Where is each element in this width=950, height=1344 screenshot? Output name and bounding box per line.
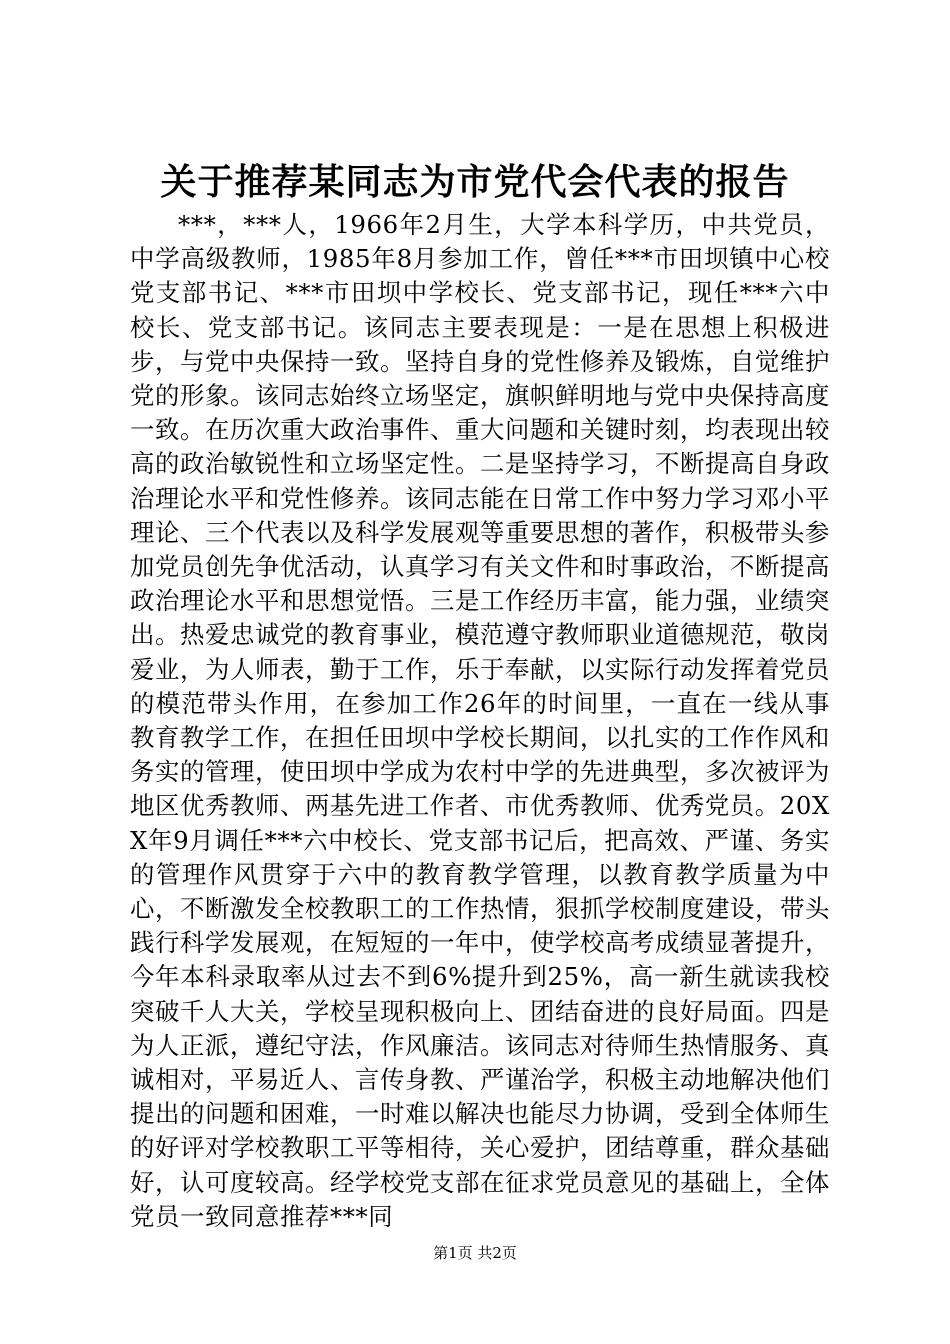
page-number-footer: 第1页 共2页 (433, 1244, 517, 1262)
document-title: 关于推荐某同志为市党代会代表的报告 (160, 162, 790, 203)
body-paragraph: ***，***人，1966年2月生，大学本科学历，中共党员，中学高级教师，1985年8月参加工作，曾任***市田坝镇中心校党支部书记、***市田坝中学校长、党支部书记，现任***六中校长、党支部书记。该同志主要表现是：一是在思想上积极进步，与党中央保持一致。坚持自身的党性修养及锻炼，自觉维护党的形象。该同志始终立场坚定，旗帜鲜明地与党中央保持高度一致。在历次重大政治事件、重大问题和关键时刻，均表现出较高的政治敏锐性和立场坚定性。二是坚持学习，不断提高自身政治理论水平和党性修养。该同志能在日常工作中努力学习邓小平理论、三个代表以及科学发展观等重要思想的著作，积极带头参加党员创先争优活动，认真学习有关文件和时事政治，不断提高政治理论水平和思想觉悟。三是工作经历丰富，能力强，业绩突出。热爱忠诚党的教育事业，模范遵守教师职业道德规范，敬岗爱业，为人师表，勤于工作，乐于奉献，以实际行动发挥着党员的模范带头作用，在参加工作26年的时间里，一直在一线从事教育教学工作，在担任田坝中学校长期间，以扎实的工作作风和务实的管理，使田坝中学成为农村中学的先进典型，多次被评为地区优秀教师、两基先进工作者、市优秀教师、优秀党员。20XX年9月调任***六中校长、党支部书记后，把高效、严谨、务实的管理作风贯穿于六中的教育教学管理，以教育教学质量为中心，不断激发全校教职工的工作热情，狠抓学校制度建设，带头践行科学发展观，在短短的一年中，使学校高考成绩显著提升，今年本科录取率从过去不到6%提升到25%，高一新生就读我校突破千人大关，学校呈现积极向上、团结奋进的良好局面。四是为人正派，遵纪守法，作风廉洁。该同志对待师生热情服务、真诚相对，平易近人、言传身教、严谨治学，积极主动地解决他们提出的问题和困难，一时难以解决也能尽力协调，受到全体师生的好评对学校教职工平等相待，关心爱护，团结尊重，群众基础好，认可度较高。经学校党支部在征求党员意见的基础上，全体党员一致同意推荐***同 (130, 210, 830, 1231)
